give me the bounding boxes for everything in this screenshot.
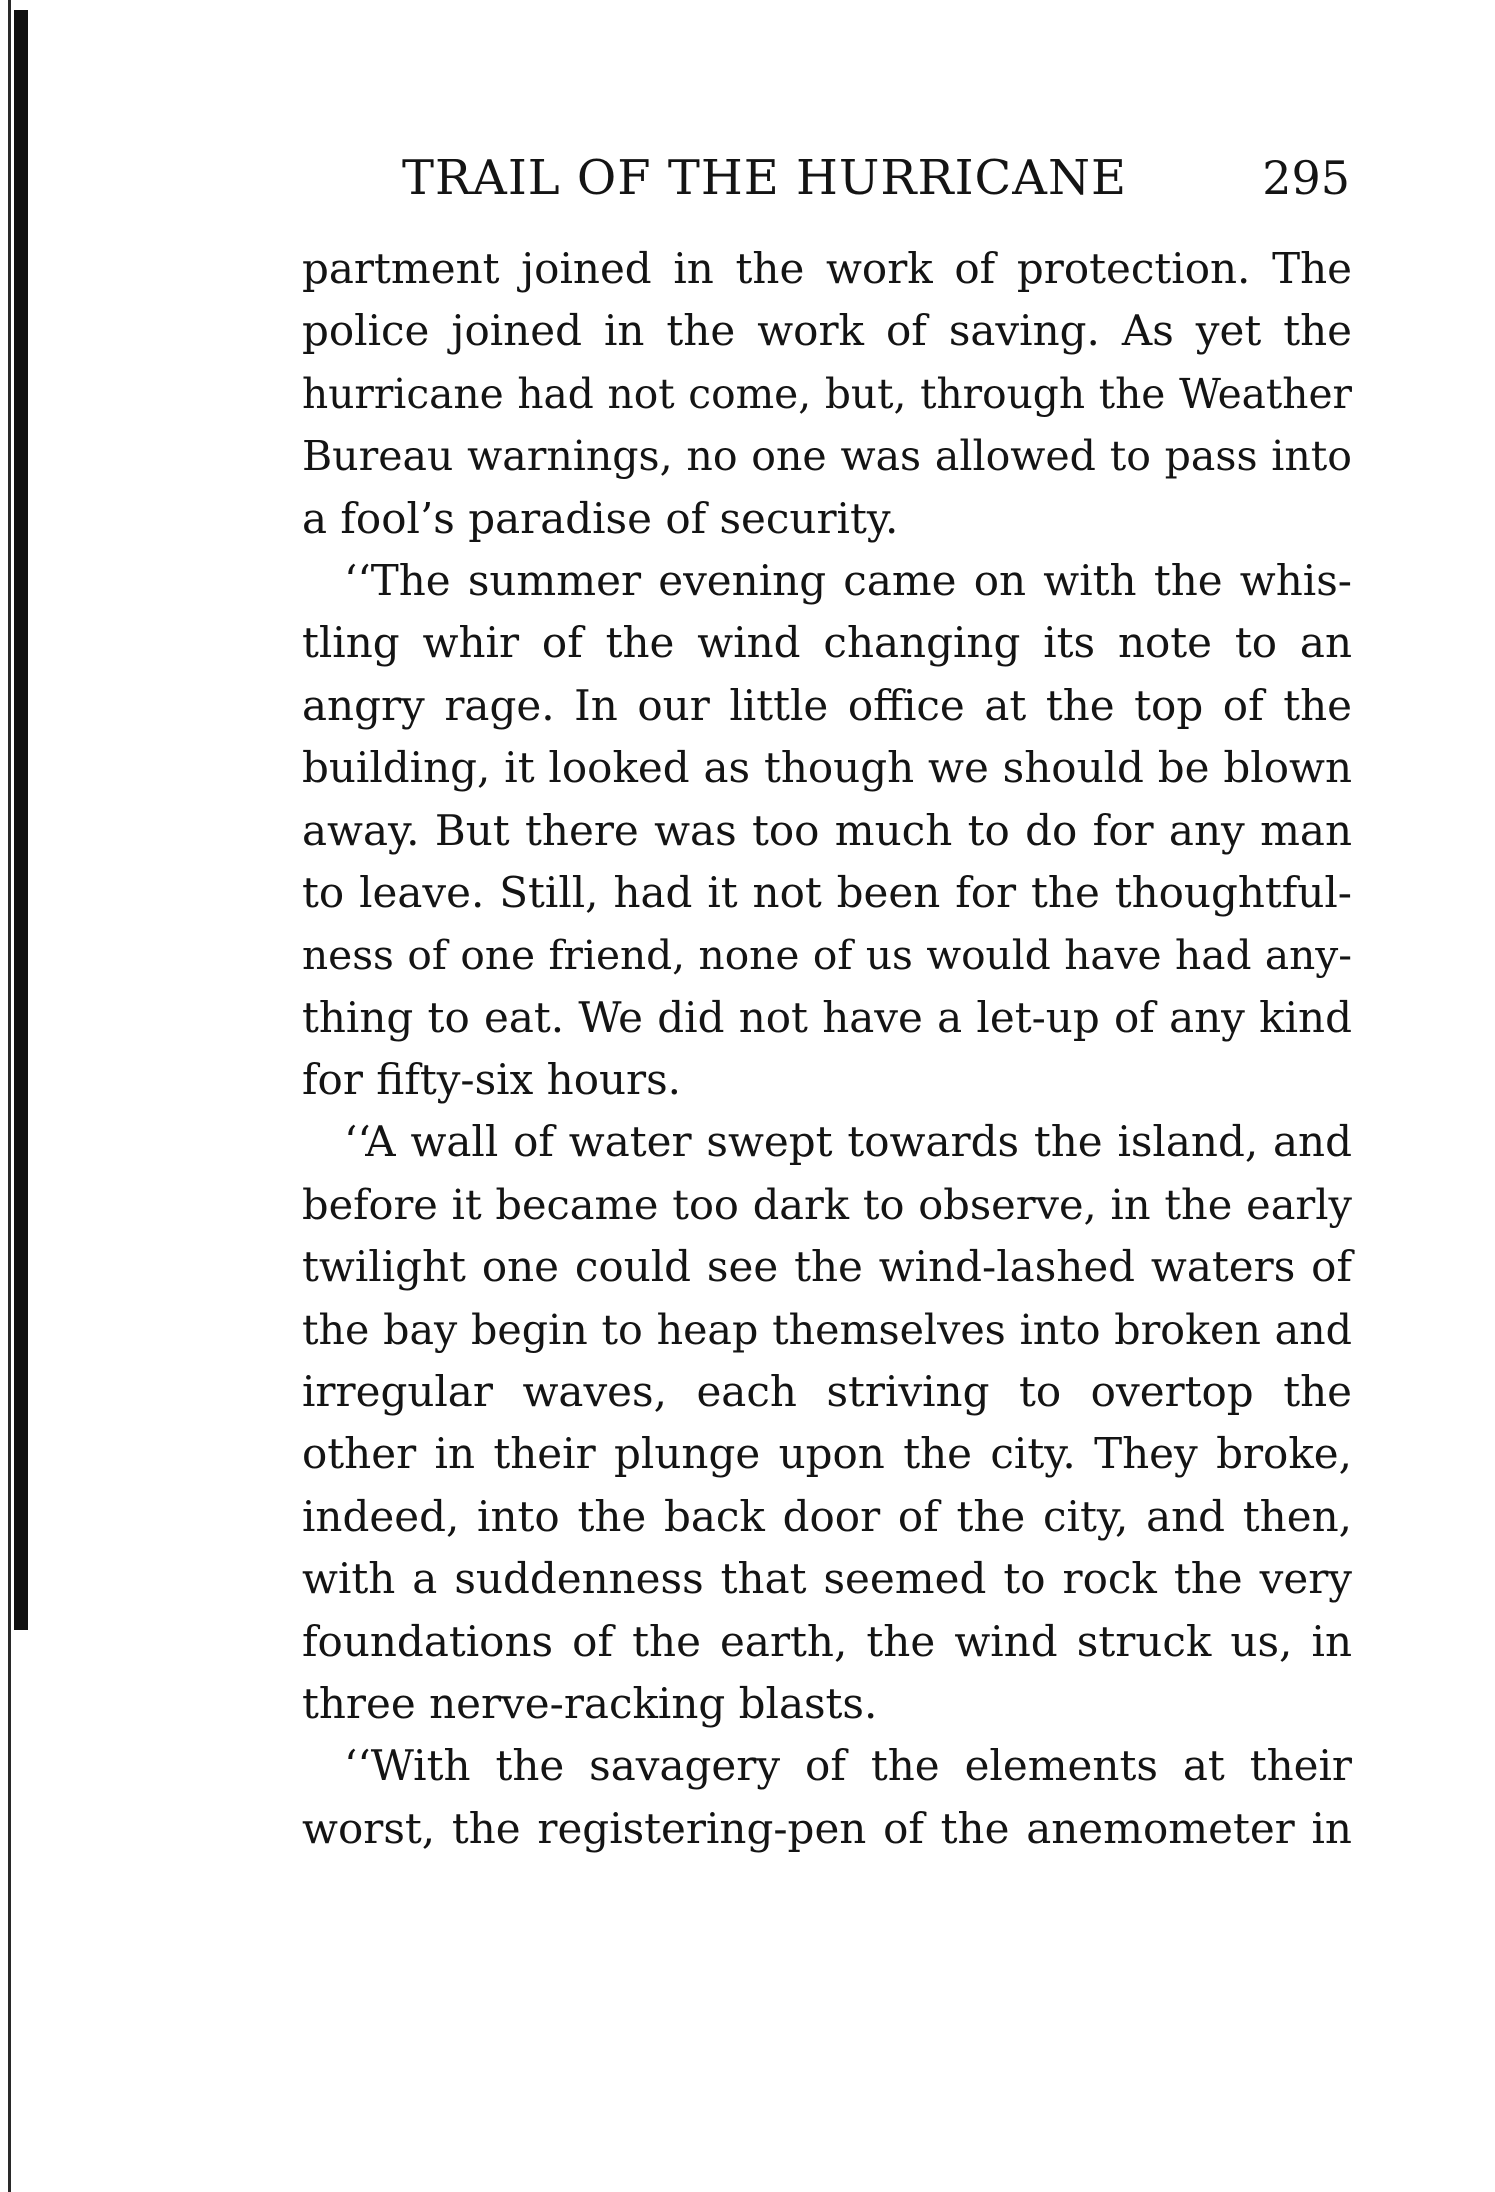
- text-line: tling whir of the wind changing its note to an: [302, 618, 1352, 668]
- text-line: three nerve-racking blasts.: [302, 1678, 878, 1728]
- text-line: Bureau warnings, no one was allowed to pass into: [302, 432, 1352, 481]
- text-line: ‘‘A wall of water swept towards the island, and: [344, 1117, 1352, 1167]
- text-line: the bay begin to heap themselves into broken and: [302, 1305, 1352, 1354]
- text-line: twilight one could see the wind-lashed waters of: [302, 1242, 1352, 1292]
- text-line: other in their plunge upon the city. They broke,: [302, 1429, 1352, 1479]
- body-text: [302, 238, 1352, 1860]
- paragraph: [302, 550, 1352, 1112]
- text-line: a fool’s paradise of security.: [302, 493, 899, 543]
- text-line: ‘‘The summer evening came on with the whis-: [344, 555, 1352, 605]
- text-line: police joined in the work of saving. As yet the: [302, 306, 1352, 356]
- running-head-title: TRAIL OF THE HURRICANE: [402, 150, 1127, 206]
- text-line: hurricane had not come, but, through the Weather: [302, 369, 1352, 418]
- text-line: partment joined in the work of protection. The: [302, 244, 1352, 293]
- text-line: foundations of the earth, the wind struck us, in: [302, 1616, 1352, 1666]
- text-line: ness of one friend, none of us would have had any-: [302, 931, 1352, 980]
- text-line: thing to eat. We did not have a let-up of any kind: [302, 992, 1352, 1042]
- text-line: irregular waves, each striving to overtop the: [302, 1367, 1352, 1417]
- binding-edge: [14, 10, 28, 1630]
- running-head: [402, 150, 1350, 210]
- text-line: indeed, into the back door of the city, and then,: [302, 1491, 1352, 1541]
- text-line: before it became too dark to observe, in the early: [302, 1179, 1352, 1229]
- paragraph: [302, 1111, 1352, 1735]
- paragraph: [302, 238, 1352, 550]
- binding-shadow: [8, 0, 11, 2192]
- text-line: worst, the registering-pen of the anemometer in: [302, 1803, 1352, 1853]
- text-line: with a suddenness that seemed to rock the very: [302, 1554, 1352, 1604]
- page-number: 295: [1262, 151, 1350, 205]
- text-line: away. But there was too much to do for any man: [302, 805, 1352, 855]
- text-line: building, it looked as though we should be blown: [302, 743, 1352, 793]
- text-line: ‘‘With the savagery of the elements at their: [344, 1741, 1352, 1791]
- text-line: for fifty-six hours.: [302, 1055, 682, 1105]
- paragraph: [302, 1735, 1352, 1860]
- text-line: to leave. Still, had it not been for the thoughtful-: [302, 867, 1352, 917]
- text-line: angry rage. In our little office at the top of the: [302, 680, 1352, 730]
